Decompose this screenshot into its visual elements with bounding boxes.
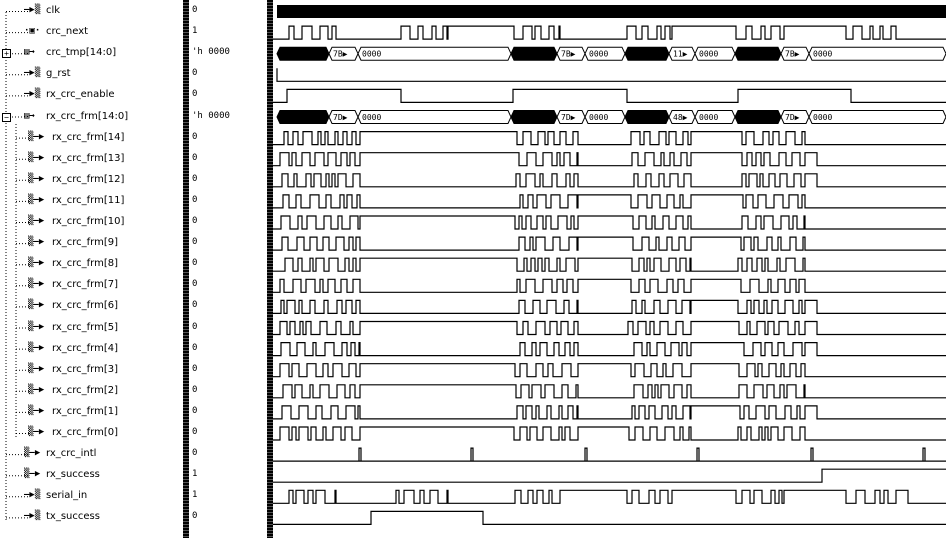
wave-trace [273, 258, 946, 271]
signal-value: 1 [192, 26, 198, 37]
clock-dense-fill [277, 5, 946, 18]
signal-value: 0 [192, 363, 198, 374]
collapse-toggle-icon[interactable]: − [2, 113, 11, 122]
output-port-icon: ▒—▶ [28, 258, 45, 269]
bus-value-label: 48▶ [673, 113, 688, 122]
wave-clk [277, 5, 946, 18]
signal-value: 0 [192, 89, 198, 100]
output-port-icon: ▒—▶ [28, 300, 45, 311]
wave-serial_in [273, 490, 946, 503]
signal-name[interactable]: rx_crc_frm[11] [52, 194, 125, 206]
bus-value-label: 7D▶ [333, 113, 348, 122]
wave-rx_crc_frm-0- [273, 427, 946, 440]
signal-value: 0 [192, 173, 198, 184]
wave-trace [273, 427, 946, 440]
wave-trace [273, 322, 946, 335]
bus-value-label: 0000 [699, 49, 719, 59]
signal-name[interactable]: rx_crc_intl [46, 448, 97, 460]
output-port-icon: ▒—▶ [28, 405, 45, 416]
wave-rx_crc_frm-4- [273, 343, 946, 356]
wave-crc_tmp-14-0- [277, 47, 946, 60]
bus-transition-region [511, 47, 557, 60]
wave-rx_crc_frm-12- [273, 174, 946, 187]
signal-name[interactable]: g_rst [46, 68, 71, 80]
wave-tx_success [273, 511, 946, 524]
signal-name-pane [0, 0, 183, 538]
signal-name[interactable]: crc_next [46, 26, 89, 38]
signal-value: 0 [192, 131, 198, 142]
waveform-pane[interactable] [273, 0, 946, 538]
wave-trace [273, 195, 946, 208]
bus-transition-region [277, 47, 329, 60]
signal-name[interactable]: rx_crc_frm[1] [52, 405, 119, 417]
wave-trace [273, 343, 946, 356]
bus-value-label: 7D▶ [785, 113, 800, 122]
signal-value: 0 [192, 511, 198, 522]
bus-icon: ▤→ [24, 47, 35, 58]
signal-value: 0 [192, 321, 198, 332]
input-port-icon: —▶▒ [24, 5, 41, 15]
wave-trace [273, 300, 946, 313]
wave-rx_crc_frm-3- [273, 364, 946, 377]
signal-value: 'h 0000 [192, 110, 230, 121]
wave-trace [273, 511, 946, 524]
output-port-icon: ▒—▶ [28, 279, 45, 290]
output-port-icon: ▒—▶ [28, 216, 45, 226]
signal-name[interactable]: rx_crc_frm[0] [52, 427, 119, 438]
signal-name[interactable]: tx_success [46, 511, 100, 523]
signal-value: 0 [192, 258, 198, 269]
signal-value: 1 [192, 469, 198, 480]
signal-name[interactable]: rx_crc_frm[13] [52, 152, 125, 164]
signal-value-pane [189, 0, 267, 538]
signal-value: 0 [192, 405, 198, 416]
bus-value-label: 0000 [589, 49, 609, 59]
bus-value-label: 0000 [813, 113, 833, 122]
wave-rx_crc_enable [273, 89, 946, 102]
output-port-icon: ▒—▶ [28, 173, 45, 184]
wave-rx_crc_frm-14- [273, 132, 946, 145]
bus-value-label: 0000 [699, 113, 719, 122]
bus-transition-region [511, 111, 557, 124]
output-port-icon: ▒—▶ [24, 469, 41, 480]
output-port-icon: ▒—▶ [24, 448, 41, 459]
output-port-icon: ▒—▶ [28, 194, 45, 205]
wave-trace [273, 216, 946, 229]
output-port-icon: ▒—▶ [28, 152, 45, 163]
signal-name[interactable]: serial_in [46, 490, 88, 502]
input-port-icon: —▶▒ [24, 68, 41, 79]
signal-value: 0 [192, 384, 198, 395]
output-port-icon: ▒—▶ [28, 131, 45, 142]
wave-rx_crc_frm-1- [273, 406, 946, 419]
wave-trace [277, 68, 946, 81]
wave-trace [273, 89, 946, 102]
wave-rx_crc_frm-11- [273, 195, 946, 208]
wave-trace [273, 237, 946, 250]
output-port-icon: ▒—▶ [28, 427, 45, 437]
wave-rx_success [273, 469, 946, 482]
wave-trace [273, 448, 946, 461]
bus-value-label: 0000 [362, 113, 382, 122]
bus-value-label: 7B▶ [785, 49, 800, 59]
signal-value: 0 [192, 427, 198, 437]
signal-name[interactable]: rx_crc_frm[12] [52, 173, 125, 185]
bus-value-label: 0000 [362, 49, 382, 59]
signal-name[interactable]: rx_crc_frm[7] [52, 279, 119, 291]
signal-value: 0 [192, 194, 198, 205]
signal-name[interactable]: rx_crc_frm[4] [52, 342, 119, 354]
signal-name[interactable]: crc_tmp[14:0] [46, 47, 117, 59]
signal-name[interactable]: rx_crc_frm[2] [52, 384, 119, 396]
signal-name[interactable]: rx_crc_frm[14] [52, 131, 125, 143]
output-port-icon: ▒—▶ [28, 384, 45, 395]
waveform-canvas [273, 0, 946, 538]
signal-value: 0 [192, 152, 198, 163]
wave-trace [273, 469, 946, 482]
signal-value: 0 [192, 448, 198, 459]
signal-value: 1 [192, 490, 198, 501]
bus-transition-region [277, 111, 329, 124]
signal-value: 0 [192, 237, 198, 248]
bus-value-label: 11▶ [673, 49, 688, 59]
output-port-icon: ▒—▶ [28, 342, 45, 353]
signal-value: 0 [192, 342, 198, 353]
signal-name[interactable]: rx_crc_frm[6] [52, 300, 119, 312]
signal-name[interactable]: rx_crc_frm[9] [52, 237, 119, 249]
wave-rx_crc_intl [273, 448, 946, 461]
wave-g_rst [277, 68, 946, 81]
wave-rx_crc_frm-8- [273, 258, 946, 271]
signal-name[interactable]: rx_crc_enable [46, 89, 115, 101]
input-port-icon: —▶▒ [24, 89, 41, 100]
wave-trace [273, 132, 946, 145]
wave-rx_crc_frm-9- [273, 237, 946, 250]
expand-toggle-icon[interactable]: + [2, 49, 11, 58]
output-port-icon: ▒—▶ [28, 237, 45, 248]
signal-name[interactable]: rx_crc_frm[8] [52, 258, 119, 270]
wave-rx_crc_frm-14-0- [277, 111, 946, 124]
bus-transition-region [735, 47, 781, 60]
wave-crc_next [273, 26, 946, 39]
wave-rx_crc_frm-5- [273, 322, 946, 335]
signal-value: 0 [192, 68, 198, 79]
input-port-icon: —▶▒ [24, 490, 41, 501]
signal-name[interactable]: clk [46, 5, 61, 16]
signal-value: 0 [192, 216, 198, 226]
bus-value-label: 7B▶ [333, 49, 348, 59]
bus-icon: ▤→ [24, 110, 35, 121]
bus-value-label: 7B▶ [561, 49, 576, 59]
wave-trace [273, 385, 946, 398]
wave-rx_crc_frm-6- [273, 300, 946, 313]
signal-value: 0 [192, 279, 198, 290]
bus-transition-region [625, 111, 669, 124]
signal-value: 0 [192, 5, 198, 15]
bus-transition-region [735, 111, 781, 124]
bus-value-label: 0000 [813, 49, 833, 59]
signal-value: 'h 0000 [192, 47, 230, 58]
signal-name[interactable]: rx_crc_frm[14:0] [46, 110, 129, 122]
wave-trace [273, 26, 946, 39]
signal-value: 0 [192, 300, 198, 311]
internal-signal-icon: ·▣· [24, 26, 41, 37]
signal-name[interactable]: rx_crc_frm[10] [52, 216, 125, 227]
wave-rx_crc_frm-2- [273, 385, 946, 398]
output-port-icon: ▒—▶ [28, 363, 45, 374]
wave-rx_crc_frm-10- [273, 216, 946, 229]
bus-value-label: 7D▶ [561, 113, 576, 122]
signal-name[interactable]: rx_crc_frm[3] [52, 363, 119, 375]
wave-trace [273, 153, 946, 166]
wave-trace [273, 406, 946, 419]
wave-trace [273, 174, 946, 187]
signal-name[interactable]: rx_crc_frm[5] [52, 321, 119, 333]
output-port-icon: ▒—▶ [28, 321, 45, 332]
wave-rx_crc_frm-13- [273, 153, 946, 166]
wave-trace [273, 279, 946, 292]
wave-trace [273, 490, 946, 503]
wave-rx_crc_frm-7- [273, 279, 946, 292]
bus-value-label: 0000 [589, 113, 609, 122]
signal-name[interactable]: rx_success [46, 469, 100, 481]
input-port-icon: —▶▒ [24, 511, 41, 522]
bus-transition-region [625, 47, 669, 60]
wave-trace [273, 364, 946, 377]
